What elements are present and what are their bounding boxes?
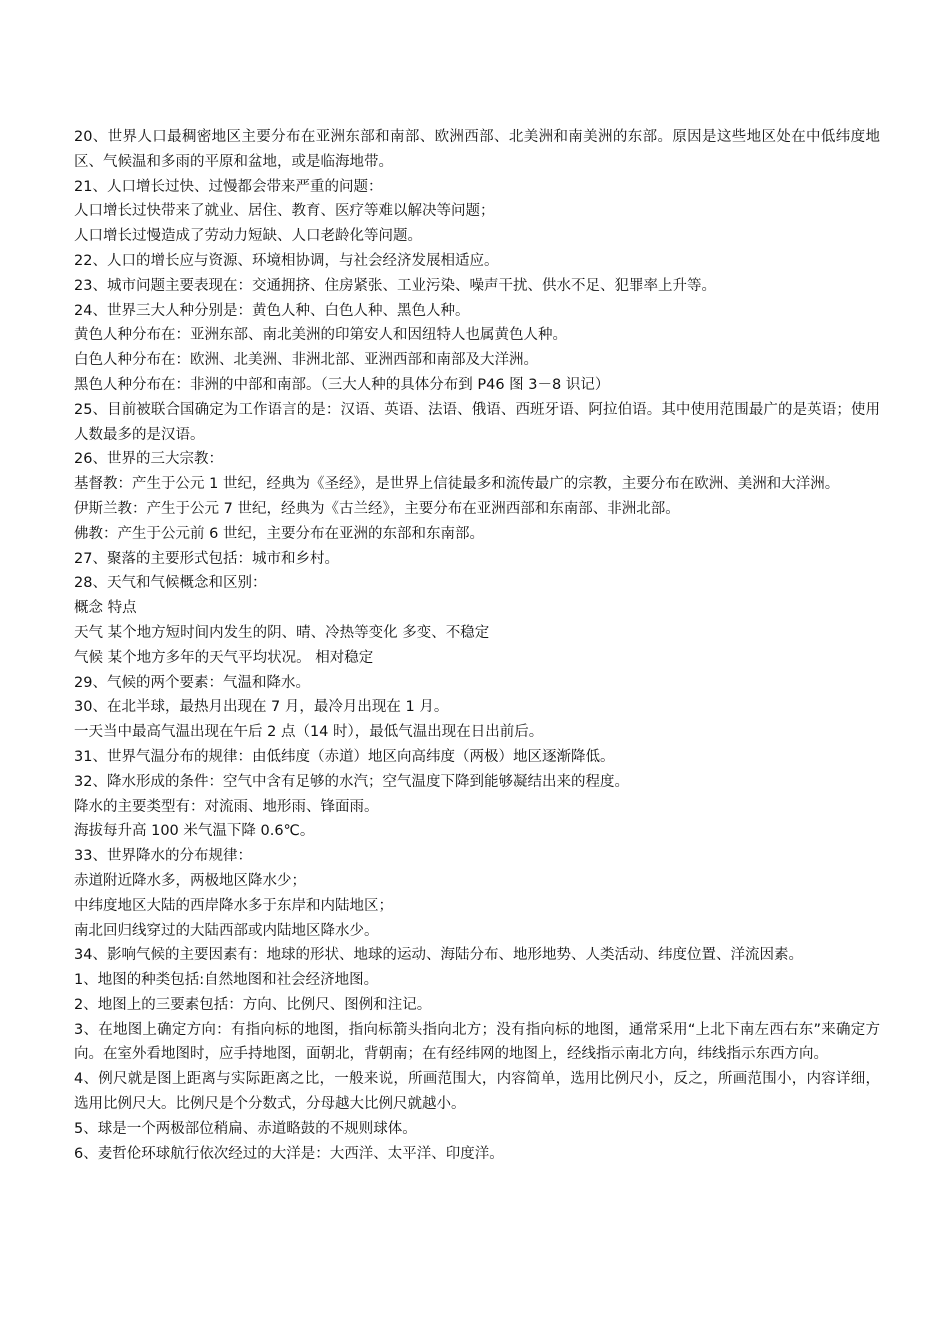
paragraph-33-midlatitude: 中纬度地区大陆的西岸降水多于东岸和内陆地区； [74,897,393,914]
paragraph-map-3: 3、在地图上确定方向：有指向标的地图，指向标箭头指向北方；没有指向标的地图，通常采用“上北下南左西右东”来确定方向。在室外看地图时，应手持地图，面朝北，背朝南；在有经纬网的地图上，经线指示南北方向，纬线指示东西方向。 [74,1021,880,1063]
paragraph-map-5: 5、球是一个两极部位稍扁、赤道略鼓的不规则球体。 [74,1120,417,1137]
paragraph-33-tropics: 南北回归线穿过的大陆西部或内陆地区降水少。 [74,922,379,939]
paragraph-31: 31、世界气温分布的规律：由低纬度（赤道）地区向高纬度（两极）地区逐渐降低。 [74,748,615,765]
paragraph-21-fast-growth: 人口增长过快带来了就业、居住、教育、医疗等难以解决等问题； [74,203,495,220]
paragraph-32: 32、降水形成的条件：空气中含有足够的水汽；空气温度下降到能够凝结出来的程度。 [74,773,629,790]
paragraph-28-climate-row: 气候 某个地方多年的天气平均状况。 相对稳定 [74,649,374,666]
paragraph-map-1: 1、地图的种类包括:自然地图和社会经济地图。 [74,972,379,989]
paragraph-28-header-row: 概念 特点 [74,600,137,617]
paragraph-map-2: 2、地图上的三要素包括：方向、比例尺、图例和注记。 [74,996,432,1013]
paragraph-24-yellow: 黄色人种分布在：亚洲东部、南北美洲的印第安人和因纽特人也属黄色人种。 [74,327,567,344]
paragraph-27-settlements: 27、聚落的主要形式包括：城市和乡村。 [74,550,339,567]
paragraph-21-slow-growth: 人口增长过慢造成了劳动力短缺、人口老龄化等问题。 [74,228,422,245]
paragraph-26-buddhism: 佛教：产生于公元前 6 世纪，主要分布在亚洲的东部和东南部。 [74,525,484,542]
paragraph-34: 34、影响气候的主要因素有：地球的形状、地球的运动、海陆分布、地形地势、人类活动、纬度位置、洋流因素。 [74,947,803,964]
paragraph-21-population-growth: 21、人口增长过快、过慢都会带来严重的问题： [74,178,383,195]
paragraph-24-races: 24、世界三大人种分别是：黄色人种、白色人种、黑色人种。 [74,302,470,319]
paragraph-22: 22、人口的增长应与资源、环境相协调，与社会经济发展相适应。 [74,252,499,269]
paragraph-30: 30、在北半球，最热月出现在 7 月，最冷月出现在 1 月。 [74,699,449,716]
document-body [74,125,880,1166]
paragraph-26-religions: 26、世界的三大宗教： [74,451,223,468]
paragraph-30-daily-temp: 一天当中最高气温出现在午后 2 点（14 时），最低气温出现在日出前后。 [74,724,544,741]
paragraph-26-christianity: 基督教：产生于公元 1 世纪，经典为《圣经》，是世界上信徒最多和流传最广的宗教，主要分布在欧洲、美洲和大洋洲。 [74,476,840,493]
paragraph-24-white: 白色人种分布在：欧洲、北美洲、非洲北部、亚洲西部和南部及大洋洲。 [74,352,538,369]
paragraph-map-6: 6、麦哲伦环球航行依次经过的大洋是：大西洋、太平洋、印度洋。 [74,1145,504,1162]
paragraph-23-city-problems: 23、城市问题主要表现在：交通拥挤、住房紧张、工业污染、噪声干扰、供水不足、犯罪率上升等。 [74,277,716,294]
paragraph-33: 33、世界降水的分布规律： [74,848,252,865]
paragraph-map-4: 4、例尺就是图上距离与实际距离之比，一般来说，所画范围大，内容简单，选用比例尺小，反之，所画范围小，内容详细，选用比例尺大。比例尺是个分数式，分母越大比例尺就越小。 [74,1071,880,1113]
paragraph-33-equator: 赤道附近降水多，两极地区降水少； [74,872,306,889]
paragraph-20-population-density: 20、世界人口最稠密地区主要分布在亚洲东部和南部、欧洲西部、北美洲和南美洲的东部。原因是这些地区处在中低纬度地区、气候温和多雨的平原和盆地，或是临海地带。 [74,129,880,170]
paragraph-26-islam: 伊斯兰教：产生于公元 7 世纪，经典为《古兰经》，主要分布在亚洲西部和东南部、非洲北部。 [74,500,680,517]
paragraph-32-lapse-rate: 海拔每升高 100 米气温下降 0.6℃。 [74,823,315,840]
paragraph-32-rain-types: 降水的主要类型有：对流雨、地形雨、锋面雨。 [74,798,379,815]
paragraph-25-languages: 25、目前被联合国确定为工作语言的是：汉语、英语、法语、俄语、西班牙语、阿拉伯语。其中使用范围最广的是英语；使用人数最多的是汉语。 [74,401,880,443]
paragraph-28-weather-row: 天气 某个地方短时间内发生的阴、晴、冷热等变化 多变、不稳定 [74,624,490,641]
paragraph-29: 29、气候的两个要素：气温和降水。 [74,674,310,691]
paragraph-28-weather-climate: 28、天气和气候概念和区别： [74,575,267,592]
paragraph-24-black: 黑色人种分布在：非洲的中部和南部。（三大人种的具体分布到 P46 图 3－8 识记） [74,376,610,393]
